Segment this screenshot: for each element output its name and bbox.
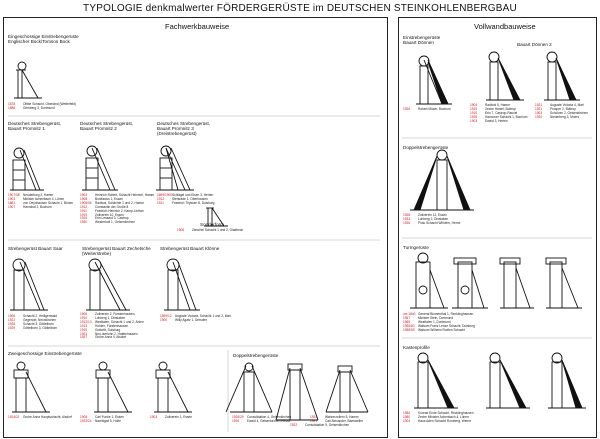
caption-text: Zollverein 1, Essen xyxy=(165,415,193,419)
caption-text: von Oeynhausen Schacht 1, Bönen xyxy=(23,200,74,205)
caption-year: 1915 xyxy=(80,216,88,221)
section-title-right: Vollwandbauweise xyxy=(474,22,536,31)
caption-year: 1878 xyxy=(8,102,16,106)
caption-text: Pluto Schacht Wilhelm, Herne xyxy=(418,220,461,225)
type-label-kasten: Kastenprofile xyxy=(403,345,430,350)
caption-year: 1929 xyxy=(8,325,16,330)
headframe-doennen2-b xyxy=(544,52,580,100)
caption-text: Consolidation 4, Gelsenkirchen xyxy=(247,415,292,419)
type-label-zeche: Strebengerüst Bauart Zechetsche (Weiterstrebe) xyxy=(82,246,151,257)
caption-text: Consolidation 9, Gelsenkirchen xyxy=(305,423,350,427)
caption-year: 1921 xyxy=(310,418,318,423)
headframe-saar xyxy=(10,259,48,310)
caption-year: 1912 xyxy=(80,204,88,209)
caption-year: 1907 xyxy=(8,204,16,209)
caption-text: Ewald 4, Gelsenkirchen Resse xyxy=(247,418,291,423)
section-title-left: Fachwerkbauweise xyxy=(165,22,230,31)
type-label-doennen2: Bauart Dönnen 2 xyxy=(517,42,552,47)
headframe-kasten-1 xyxy=(414,353,458,408)
caption-year: 1930 xyxy=(80,220,88,225)
caption-year: 1904 xyxy=(403,418,411,423)
caption-year: 1900 xyxy=(160,317,168,322)
caption-text: Bonifacius 1, Essen xyxy=(95,196,123,201)
headframe-doppel-left-1 xyxy=(226,363,272,412)
caption-year: 1906 xyxy=(8,314,16,318)
caption-text: Schacht 2, Heiligenwald xyxy=(23,314,58,318)
caption-year: 1886 xyxy=(8,105,16,110)
caption-text: Niederberg 3, Moers xyxy=(550,114,580,119)
headframe-eingeschossig xyxy=(14,62,42,98)
caption-text: Willy Agatz 1, Dresden xyxy=(175,317,208,322)
caption-year: 1906 xyxy=(177,228,185,232)
caption-text: Auguste Victoria 4, Marl xyxy=(550,103,584,107)
caption-year: 1928 xyxy=(403,213,411,217)
caption-text: General Blumenthal 1, Recklinghausen xyxy=(418,312,474,316)
caption-text: Schacht 3, Göttelborn xyxy=(23,321,54,326)
caption-text: Wahrerzollern 5, Hamm xyxy=(325,415,359,419)
caption-text: Zollverein 12, Essen xyxy=(418,213,447,217)
caption-year: 1906/06 xyxy=(80,200,92,205)
caption-year: 1980 xyxy=(403,414,411,419)
caption-year: 1928 xyxy=(8,321,16,326)
caption-text: Radbod, Schächte 1 und 2, Hamm xyxy=(95,200,144,205)
type-label-doppel-right: Doppelstrebengerüste xyxy=(403,145,449,150)
caption-year: 1911 xyxy=(80,208,87,213)
caption-text: Lohberg 1, Dinslaken xyxy=(95,315,126,320)
caption-text: Carl Alexander, Baesweiler xyxy=(325,418,364,423)
caption-text: Westfalen, Schacht 1 und 2, Ahlen xyxy=(95,319,144,324)
caption-year: 1926 xyxy=(403,107,411,111)
caption-year: 1913 xyxy=(80,323,88,328)
headframe-turm-4 xyxy=(546,258,582,308)
caption-year: 1911 xyxy=(157,200,164,205)
headframe-kloenne xyxy=(164,259,200,310)
caption-year: 1912 xyxy=(157,196,165,201)
caption-text: Erin 7, Castrop-Rauxel xyxy=(485,110,518,115)
caption-text: Robert Müser, Bochum xyxy=(418,107,451,111)
caption-text: Schlägel und Eisen 3, Herten xyxy=(172,193,214,197)
caption-year: 1908 xyxy=(80,196,88,201)
type-label-doppel-left: Doppelstrebengerüste xyxy=(233,353,279,358)
caption-text: Neu-Iserlohn 2, Hattenhausen xyxy=(95,331,138,336)
caption-year: 1923/24 xyxy=(80,418,92,423)
caption-text: Zeche Haniel, Bottrop xyxy=(485,106,516,111)
caption-text: Hohlen, Fürstenhausen xyxy=(95,323,129,328)
headframe-zweigeschossig-3 xyxy=(154,362,192,412)
caption-year: 1899/1900 xyxy=(157,193,173,197)
caption-year: 1906 xyxy=(80,312,88,316)
headframe-doennen xyxy=(416,56,452,104)
caption-text: Grube Anna Hauptschacht, Alsdorf xyxy=(23,415,72,419)
caption-year: 1921 xyxy=(535,106,543,111)
caption-text: Auguste Victoria, Schacht 1 und 2, Marl xyxy=(175,314,231,318)
caption-year: 1903 xyxy=(470,118,478,123)
caption-year: 1899/12 xyxy=(160,314,172,318)
headframe-turm-3 xyxy=(500,258,534,308)
caption-year: 1903 xyxy=(80,193,88,197)
caption-text: Westfalen 1, Dortmund xyxy=(418,319,451,324)
caption-text: Friedrich Thyssen 8, Duisburg xyxy=(172,200,215,205)
type-label-saar: Strebengerüst Bauart Saar xyxy=(8,246,63,251)
caption-year: 1919 xyxy=(80,212,88,217)
caption-year: 1908 xyxy=(80,415,88,419)
caption-text: Westerholt 1, Gelsenkirchen xyxy=(95,220,135,225)
caption-text: Grube Anna II, Alsdorf xyxy=(95,335,127,340)
caption-text: Lohberg 2, Dinslaken xyxy=(418,216,449,221)
headframe-doennen2-a xyxy=(486,52,524,100)
caption-text: Erin Lessard 3, Castrop xyxy=(95,216,129,221)
caption-year: 1910 xyxy=(470,110,478,115)
caption-text: Nachtigall 5, Holte xyxy=(95,418,121,423)
caption-year: 1928 xyxy=(470,114,478,119)
caption-text: Walsum Franz Lenze Schacht, Duisburg xyxy=(418,323,475,328)
caption-text: Gegenort, Neunkirchen xyxy=(23,317,56,322)
headframe-kasten-2 xyxy=(486,353,530,408)
headframe-promnitz1 xyxy=(10,148,44,190)
caption-text: Sterkrade 1, Oberhausen xyxy=(172,196,208,201)
caption-text: Friedrich Heinrich 2, Kamp-Lintfort xyxy=(95,208,144,213)
type-label-promnitz3: Deutsches Strebengerüst, Bauart Promnitz 3 (Dreistrebengerüst) xyxy=(157,121,211,137)
type-label-promnitz2: Deutsches Strebengerüst, Bauart Promnitz 2 xyxy=(80,121,134,132)
type-label-einstreben-doennen: Einstrebengerüste Bauart Dönnen xyxy=(403,35,441,46)
headframe-zweigeschossig-1 xyxy=(12,362,50,412)
caption-text: Carl Funke 1, Essen xyxy=(95,415,124,419)
headframe-doppel-left-3 xyxy=(326,366,368,412)
caption-text: Neudeiburg 2, Hamm xyxy=(23,193,54,197)
headframe-promnitz2 xyxy=(82,146,118,190)
caption-year: 1921 xyxy=(535,103,543,107)
caption-year: um 1840 xyxy=(403,312,416,316)
caption-year: 1881 xyxy=(8,200,16,205)
caption-year: 1907/08 xyxy=(8,193,20,197)
type-label-kloenne: Strebengerüst Bauart Klönne xyxy=(160,246,220,251)
caption-text: Zollverein 10, Essen xyxy=(95,212,124,217)
page-title: TYPOLOGIE denkmalwerter FÖRDERGERÜSTE im DEUTSCHEN STEINKOHLENBERGBAU xyxy=(83,3,517,14)
caption-text: Scholven 2, Gelsenkirchen xyxy=(550,110,588,115)
caption-year: 1903 xyxy=(8,196,16,201)
caption-text: Walsum Wilhelm Roelen Schacht xyxy=(418,327,466,332)
type-label-zweigeschossig: Zweigeschossige Einstrebengerüste xyxy=(8,351,82,356)
caption-text: Minister Achenbach 4, Lünen xyxy=(23,196,65,201)
caption-year: 1924 xyxy=(310,415,318,419)
caption-year: 1926 xyxy=(403,220,411,225)
caption-year: 1910 xyxy=(80,315,88,320)
caption-year: 1912/13 xyxy=(80,319,92,324)
caption-text: Haus Aden Schacht Romberg, Werne xyxy=(418,418,472,423)
caption-text: Zollverein 2, Fürstenhausen xyxy=(95,312,135,316)
type-label-sonderform: Sonderform xyxy=(200,222,225,227)
caption-year: 1923 xyxy=(80,331,88,336)
caption-year: 1903 xyxy=(150,415,158,419)
caption-text: Göttelborn 3, Göttelborn xyxy=(23,325,58,330)
caption-year: 1903 xyxy=(535,110,543,115)
caption-year: 1937 xyxy=(80,335,88,340)
headframe-doppel-left-2 xyxy=(276,364,318,420)
caption-text: Prosper 2, Bottrop xyxy=(550,106,576,111)
caption-year: 1955/60 xyxy=(403,323,415,328)
caption-text: Zeche Minister Achenbach 4, Lünen xyxy=(418,414,469,419)
caption-text: Gottwitt, Duisburg xyxy=(95,327,121,332)
caption-year: 1904 xyxy=(470,103,478,107)
caption-year: 1915 xyxy=(470,106,478,111)
caption-text: Minister Stein, Dortmund xyxy=(418,315,454,320)
caption-text: Radbod 5, Hamm xyxy=(485,103,510,107)
headframe-kasten-3 xyxy=(548,353,586,408)
headframe-promnitz3 xyxy=(156,146,194,190)
headframe-zeche xyxy=(86,259,130,310)
caption-year: 1920 xyxy=(535,114,543,119)
caption-text: Grimberg 3, Dortmund xyxy=(23,105,55,110)
caption-year: 1957 xyxy=(403,315,411,320)
type-label-turm: Turmgerüste xyxy=(403,245,429,250)
headframe-zweigeschossig-2 xyxy=(94,362,132,412)
caption-year: 1933 xyxy=(403,216,411,221)
caption-text: Heinrich Robert, Schacht Heinrich, Hamm xyxy=(95,193,155,197)
type-label-promnitz1: Deutsches Strebengerüst, Bauart Promnitz 1 xyxy=(8,121,62,132)
caption-year: 1928/29 xyxy=(232,415,244,419)
caption-text: Ewald 3, Herten xyxy=(485,118,508,123)
caption-text: Constantin der Große 8 xyxy=(95,204,129,209)
caption-year: 1958/59 xyxy=(403,327,415,332)
caption-text: Olfkte Schacht, Oberland (Wetterfeld) xyxy=(23,102,77,106)
caption-year: 1922 xyxy=(290,423,298,427)
type-label-eingeschossig: Eingeschossige Einstrebengerüste Englischer Bock/Tomson Bock xyxy=(8,34,79,45)
caption-year: 1922 xyxy=(8,317,16,322)
caption-text: Konrad Ende Schacht, Recklinghausen xyxy=(418,411,474,415)
caption-text: Hannover Schacht 1, Bochum xyxy=(485,114,528,119)
caption-text: Zieschel Schacht 1 und 2, Gladbeck xyxy=(192,228,244,232)
headframe-doppel-right xyxy=(410,150,474,210)
headframe-turm-1 xyxy=(410,253,448,308)
caption-year: 1919 xyxy=(80,327,88,332)
headframe-sonderform xyxy=(204,208,228,226)
caption-year: 1914/21 xyxy=(8,415,20,419)
caption-text: Hannibal 2, Bochum xyxy=(23,204,52,209)
caption-year: 1926 xyxy=(232,418,240,423)
headframe-turm-2 xyxy=(452,258,488,308)
caption-year: 1980 xyxy=(403,411,411,415)
caption-year: 1965 xyxy=(403,319,411,324)
